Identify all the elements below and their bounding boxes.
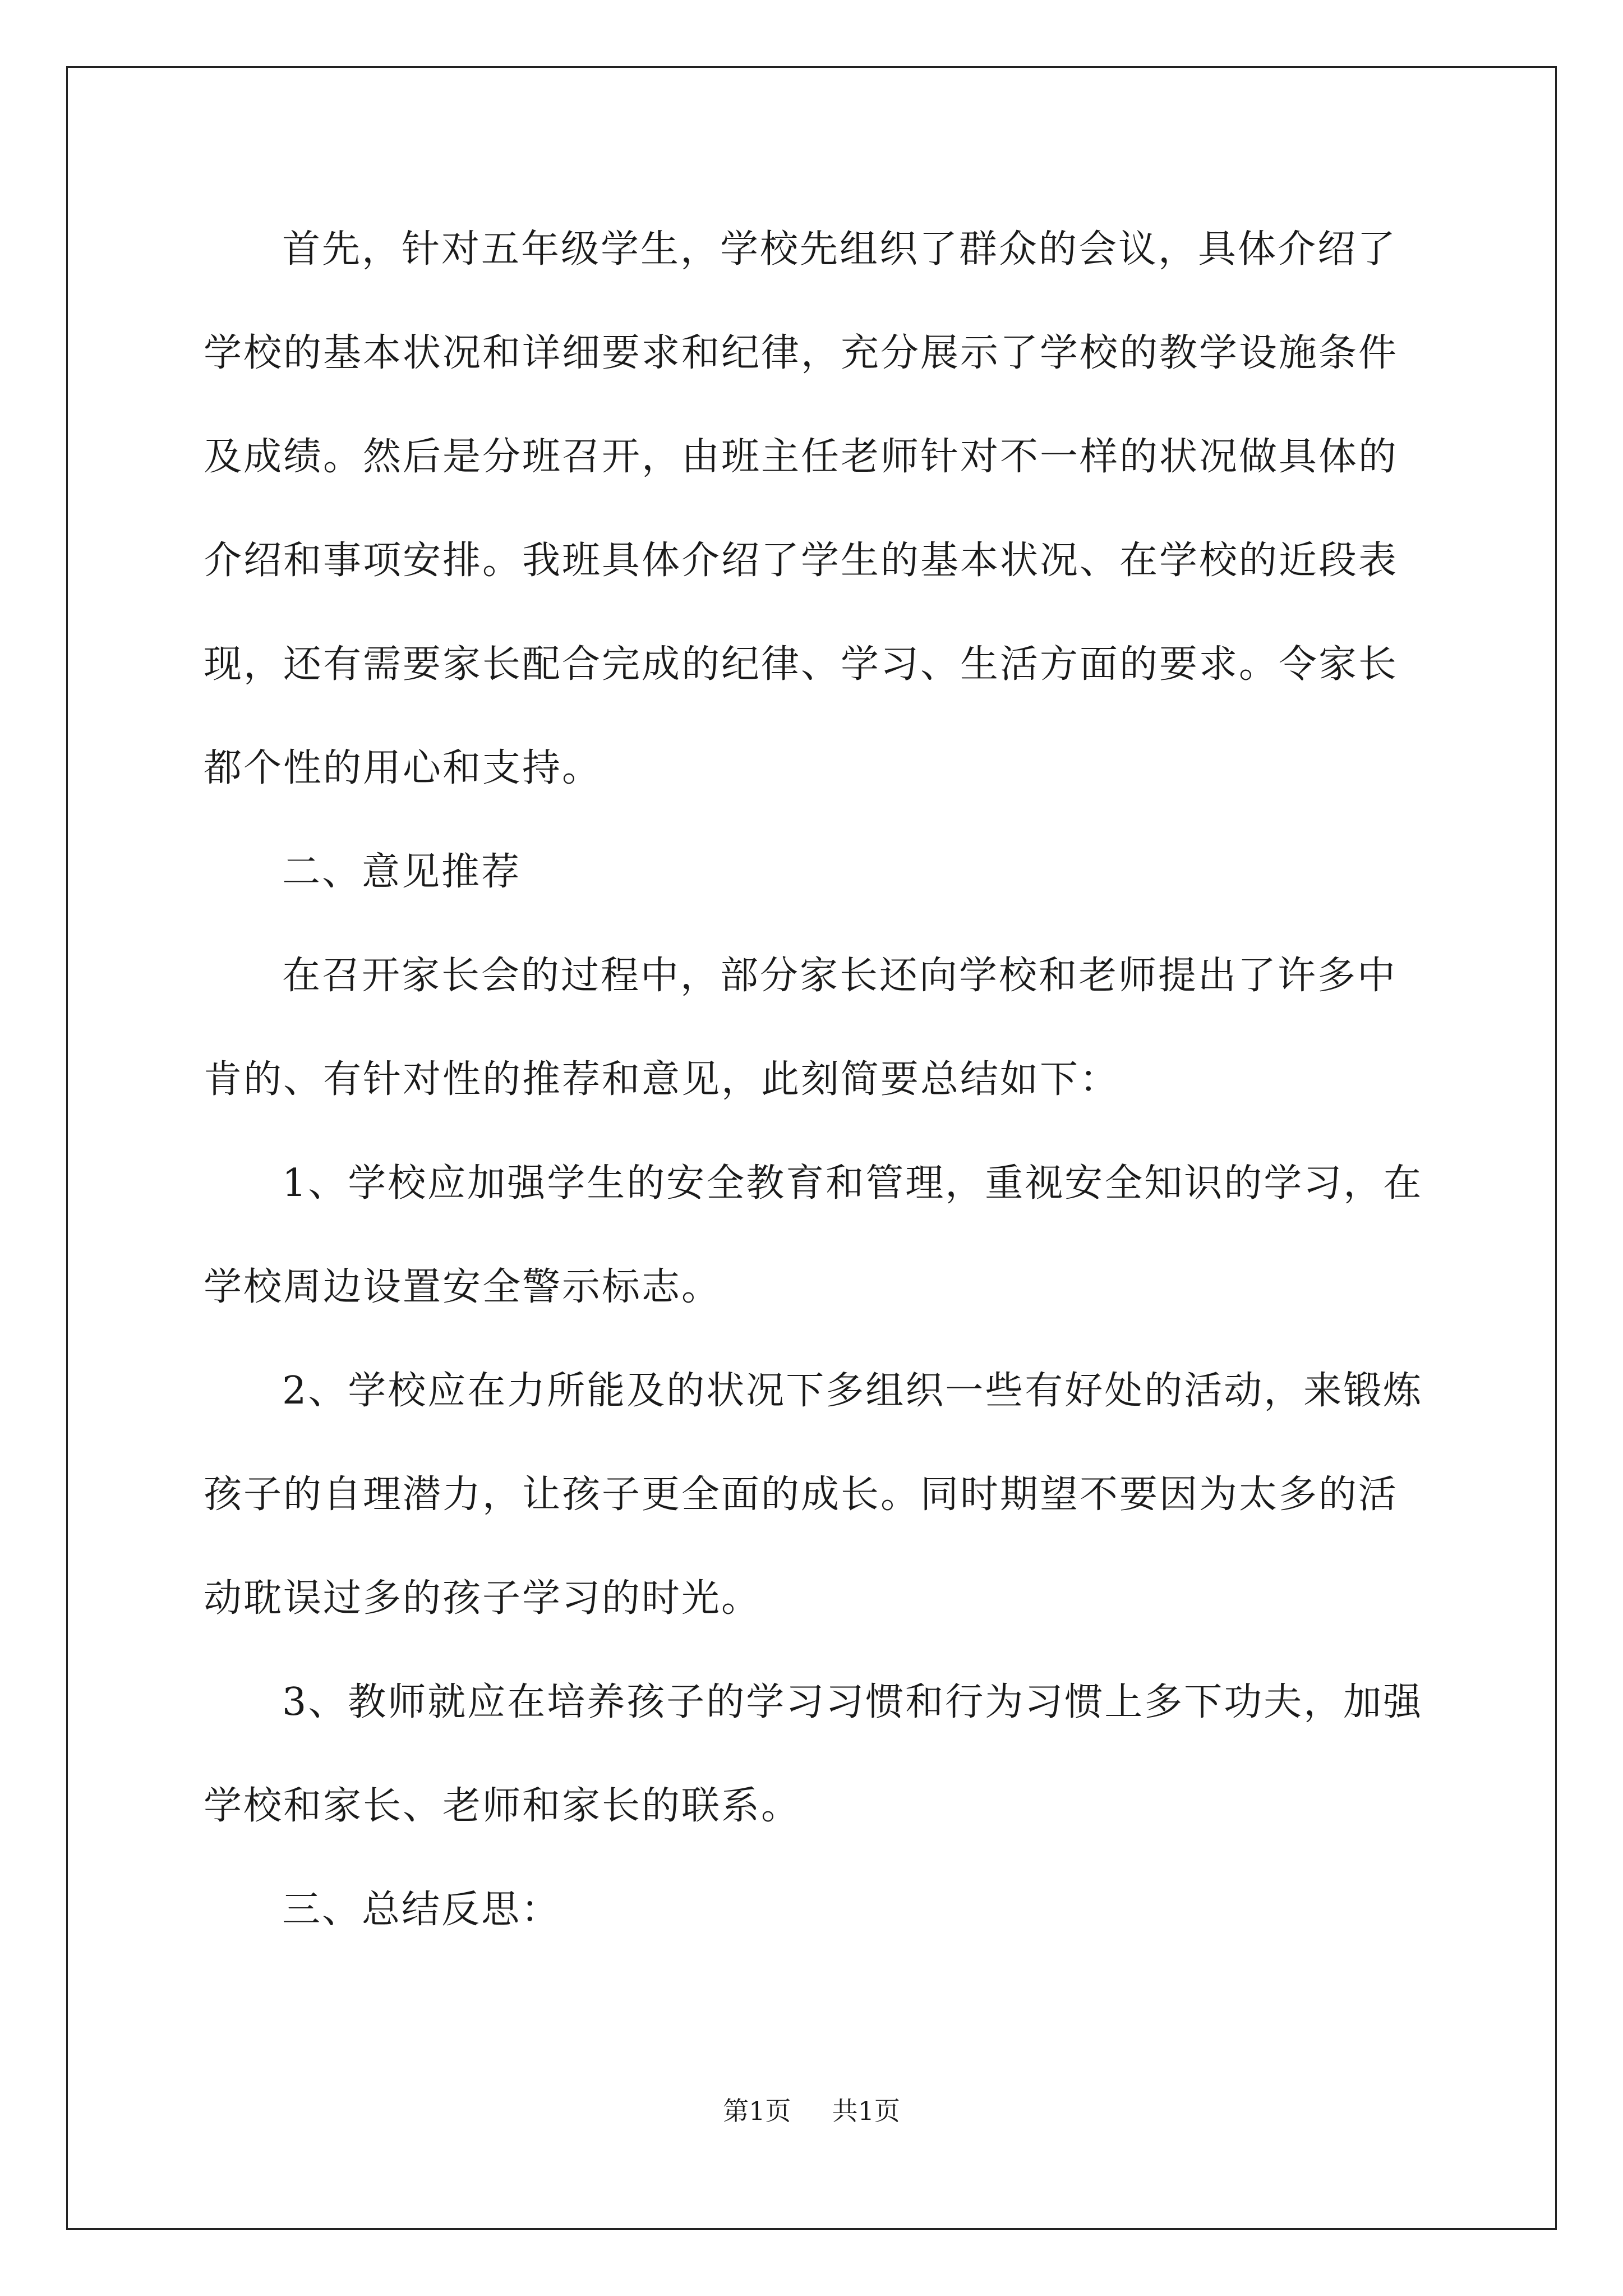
list-item-line: 1、学校应加强学生的安全教育和管理，重视安全知识的学习，在	[282, 1161, 1423, 1205]
paragraph-line: 及成绩。然后是分班召开，由班主任老师针对不一样的状况做具体的	[204, 435, 1399, 479]
paragraph-line: 介绍和事项安排。我班具体介绍了学生的基本状况、在学校的近段表	[204, 539, 1399, 583]
list-item-line: 学校周边设置安全警示标志。	[204, 1265, 722, 1309]
paragraph-line: 都个性的用心和支持。	[204, 746, 602, 790]
list-item-line: 学校和家长、老师和家长的联系。	[204, 1784, 801, 1828]
paragraph-line: 在召开家长会的过程中，部分家长还向学校和老师提出了许多中	[282, 954, 1398, 998]
paragraph-line: 首先，针对五年级学生，学校先组织了群众的会议，具体介绍了	[282, 227, 1398, 272]
paragraph-line: 学校的基本状况和详细要求和纪律，充分展示了学校的教学设施条件	[204, 331, 1399, 375]
paragraph-line: 现，还有需要家长配合完成的纪律、学习、生活方面的要求。令家长	[204, 642, 1399, 687]
paragraph-line: 肯的、有针对性的推荐和意见，此刻简要总结如下：	[204, 1057, 1120, 1102]
page-number: 第1页	[723, 2096, 791, 2126]
list-item-line: 3、教师就应在培养孩子的学习习惯和行为习惯上多下功夫，加强	[282, 1680, 1423, 1724]
list-item-line: 孩子的自理潜力，让孩子更全面的成长。同时期望不要因为太多的活	[204, 1473, 1399, 1517]
section-heading: 二、意见推荐	[282, 850, 522, 894]
list-item-line: 动耽误过多的孩子学习的时光。	[204, 1576, 762, 1621]
page-total: 共1页	[832, 2096, 900, 2126]
list-item-line: 2、学校应在力所能及的状况下多组织一些有好处的活动，来锻炼	[282, 1369, 1423, 1413]
section-heading: 三、总结反思：	[282, 1888, 561, 1932]
page-footer	[0, 2095, 1623, 2127]
